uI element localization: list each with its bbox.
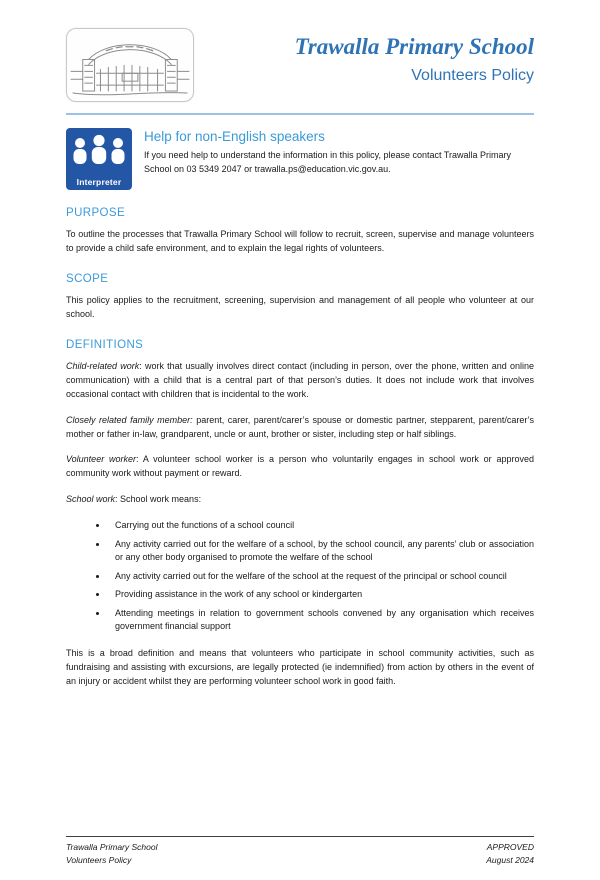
footer-row [66, 854, 534, 867]
school-work-item: • Any activity carried out for the welfare of the school at the request of the principal or school council [108, 570, 534, 584]
document-title: Volunteers Policy [411, 67, 534, 85]
definitions-heading: DEFINITIONS [66, 338, 144, 351]
school-work-list [66, 519, 534, 634]
people-pictogram-icon [66, 130, 132, 174]
school-work-item: • Carrying out the functions of a school council [108, 519, 534, 533]
school-entrance-sketch-icon [67, 29, 193, 102]
definition-text: : School work means: [115, 494, 202, 505]
header-titles [194, 28, 534, 85]
definition-volunteer-worker [66, 453, 534, 481]
school-work-item: • Providing assistance in the work of any school or kindergarten [108, 588, 534, 602]
interpreter-banner [66, 128, 534, 190]
definitions-list [66, 360, 534, 689]
school-work-item: • Attending meetings in relation to government schools convened by any organisation which receives government financial support [108, 607, 534, 634]
scope-heading: SCOPE [66, 272, 109, 285]
school-logo [66, 28, 194, 102]
footer-doc-title: Volunteers Policy [66, 854, 132, 865]
interpreter-icon [66, 128, 132, 190]
header-divider [66, 113, 534, 115]
purpose-body: To outline the processes that Trawalla Primary School will follow to recruit, screen, supervise and manage volunteers to provide a child safe environment, and to explain the legal rights of volunteers. [66, 229, 534, 253]
footer-status: APPROVED [486, 841, 534, 852]
definition-term: Child-related work [66, 360, 140, 371]
definition-term: Closely related family member: [66, 414, 193, 425]
interpreter-heading: Help for non-English speakers [144, 129, 325, 144]
definitions-closing-paragraph: This is a broad definition and means that volunteers who participate in school community activities, such as fundraising and assisting with excursions, are legally protected (ie indemnified) from action by others in the event of an injury or accident whilst they are performing volunteer school work in good faith. [66, 647, 534, 686]
footer-row [66, 841, 534, 854]
definition-text: parent, carer, parent/carer’s spouse or domestic partner, stepparent, parent/carer’s mother or father in-law, grandparent, uncle or aunt, brother or sister, including step or half siblings. [66, 414, 534, 439]
document-footer [66, 836, 534, 867]
definition-closely-related-family-member [66, 414, 534, 442]
footer-date: August 2024 [486, 854, 534, 865]
definition-term: Volunteer worker [66, 454, 137, 465]
definition-text: : work that usually involves direct contact (including in person, over the phone, written and online communication) with a child that is a central part of that person’s duties. It does not include work that involves occasional contact with children that is incidental to the work. [66, 360, 534, 399]
interpreter-text [144, 128, 534, 190]
definition-term: School work [66, 494, 116, 505]
purpose-heading: PURPOSE [66, 207, 126, 219]
definition-school-work [66, 493, 534, 507]
definition-text: : A volunteer school worker is a person who voluntarily engages in school work or approved community work without payment or reward. [66, 454, 535, 479]
footer-school-name: Trawalla Primary School [66, 841, 158, 852]
definition-child-related-work [66, 360, 534, 402]
interpreter-icon-label: Interpreter [76, 177, 122, 187]
school-name-title: Trawalla Primary School [294, 34, 534, 59]
interpreter-body: If you need help to understand the information in this policy, please contact Trawalla Primary School on 03 5349 2047 or trawalla.ps@education.vic.gov.au. [144, 150, 512, 174]
school-work-item: • Any activity carried out for the welfare of a school, by the school council, any parents’ club or association or any other body organised to promote the welfare of the school [108, 538, 534, 565]
document-header [66, 28, 534, 102]
scope-body: This policy applies to the recruitment, screening, supervision and management of all people who volunteer at our school. [66, 294, 534, 319]
